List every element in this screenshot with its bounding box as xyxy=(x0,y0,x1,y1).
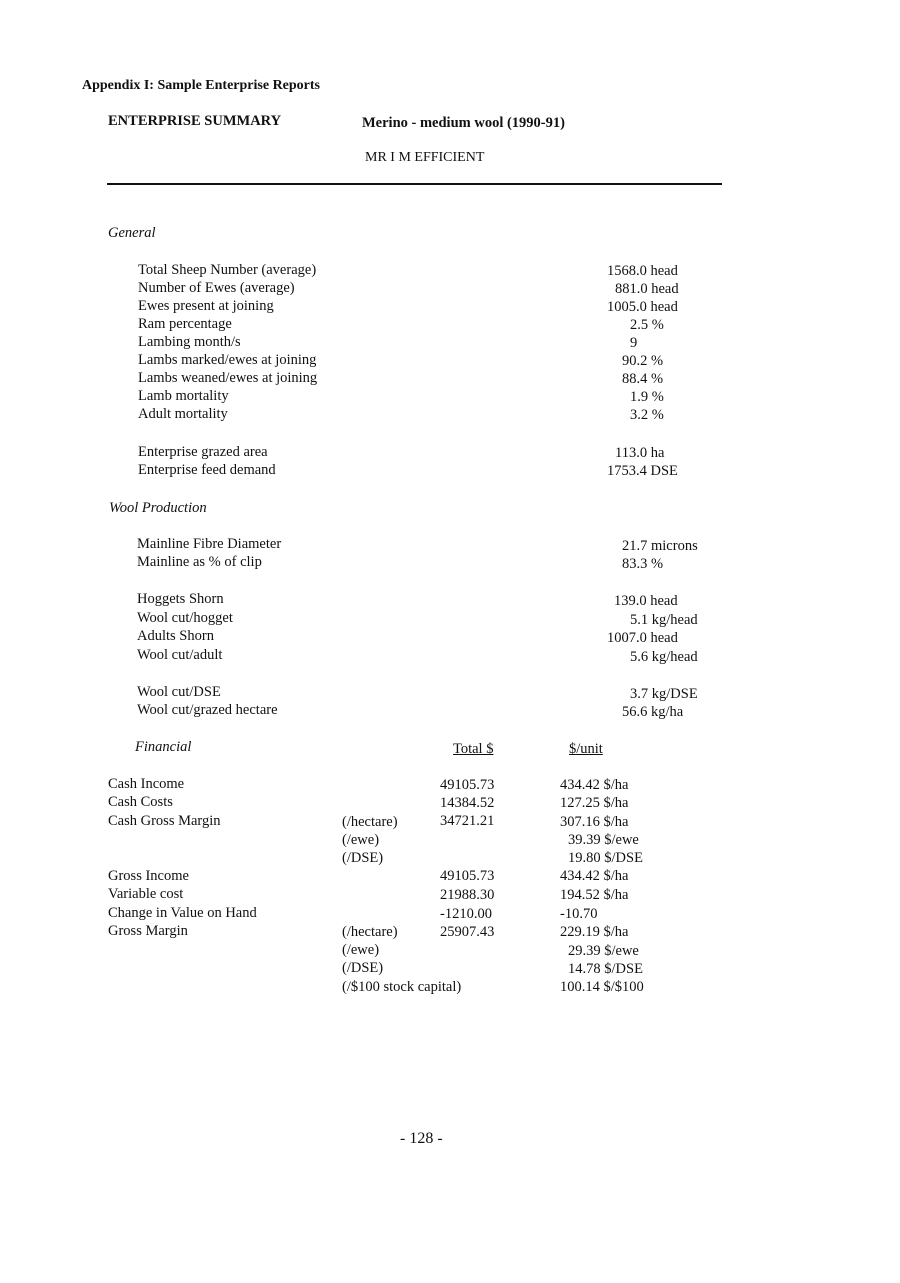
list-item-value: 881.0 head xyxy=(615,281,679,297)
list-item: Number of Ewes (average) xyxy=(138,280,295,296)
table-cell-total: 49105.73 xyxy=(440,868,495,884)
table-cell-basis: (/$100 stock capital) xyxy=(342,979,462,995)
list-item: Lambing month/s xyxy=(138,334,241,350)
list-item-value: 139.0 head xyxy=(614,593,678,609)
list-item: Ewes present at joining xyxy=(138,298,274,314)
list-item-value: 9 xyxy=(630,335,638,351)
column-header-unit: $/unit xyxy=(569,741,603,757)
list-item: Lambs weaned/ewes at joining xyxy=(138,370,318,386)
table-cell-unit: 19.80 $/DSE xyxy=(568,850,643,866)
list-item: Wool cut/hogget xyxy=(137,610,233,626)
table-cell-basis: (/DSE) xyxy=(342,960,384,976)
table-row-label: Cash Costs xyxy=(108,794,173,810)
list-item: Lambs marked/ewes at joining xyxy=(138,352,317,368)
list-item-value: 1568.0 head xyxy=(607,263,678,279)
page-number: - 128 - xyxy=(400,1130,443,1147)
table-cell-unit: 434.42 $/ha xyxy=(560,868,629,884)
section-heading-general: General xyxy=(108,225,156,241)
table-row-label: Gross Income xyxy=(108,868,189,884)
list-item-value: 21.7 microns xyxy=(622,538,698,554)
list-item-value: 83.3 % xyxy=(622,556,664,572)
list-item: Enterprise grazed area xyxy=(138,444,268,460)
list-item: Adults Shorn xyxy=(137,628,214,644)
list-item: Total Sheep Number (average) xyxy=(138,262,317,278)
list-item-value: 113.0 ha xyxy=(615,445,665,461)
table-row-label: Variable cost xyxy=(108,886,184,902)
list-item-value: 1005.0 head xyxy=(607,299,678,315)
table-cell-unit: 194.52 $/ha xyxy=(560,887,629,903)
header-divider xyxy=(107,183,722,185)
list-item-value: 3.7 kg/DSE xyxy=(630,686,698,702)
list-item-value: 5.1 kg/head xyxy=(630,612,698,628)
table-cell-total: 25907.43 xyxy=(440,924,495,940)
table-cell-unit: 100.14 $/$100 xyxy=(560,979,644,995)
appendix-heading: Appendix I: Sample Enterprise Reports xyxy=(82,78,321,93)
list-item-value: 56.6 kg/ha xyxy=(622,704,684,720)
list-item-value: 1753.4 DSE xyxy=(607,463,678,479)
list-item: Mainline as % of clip xyxy=(137,554,262,570)
list-item: Lamb mortality xyxy=(138,388,229,404)
column-header-total: Total $ xyxy=(453,741,494,757)
table-cell-unit: 434.42 $/ha xyxy=(560,777,629,793)
table-cell-unit: 29.39 $/ewe xyxy=(568,943,639,959)
table-cell-basis: (/hectare) xyxy=(342,814,398,830)
list-item-value: 3.2 % xyxy=(630,407,664,423)
enterprise-name: Merino - medium wool (1990-91) xyxy=(362,115,565,131)
table-row-label: Change in Value on Hand xyxy=(108,905,257,921)
table-cell-basis: (/hectare) xyxy=(342,924,398,940)
table-cell-total: 34721.21 xyxy=(440,813,495,829)
list-item-value: 90.2 % xyxy=(622,353,664,369)
list-item: Enterprise feed demand xyxy=(138,462,276,478)
table-cell-unit: -10.70 xyxy=(560,906,598,922)
table-row-label: Gross Margin xyxy=(108,923,188,939)
list-item-value: 88.4 % xyxy=(622,371,664,387)
table-cell-basis: (/ewe) xyxy=(342,832,380,848)
list-item-value: 2.5 % xyxy=(630,317,664,333)
table-cell-unit: 307.16 $/ha xyxy=(560,814,629,830)
table-cell-unit: 127.25 $/ha xyxy=(560,795,629,811)
list-item: Mainline Fibre Diameter xyxy=(137,536,282,552)
table-row-label: Cash Gross Margin xyxy=(108,813,221,829)
summary-title: ENTERPRISE SUMMARY xyxy=(108,113,282,129)
list-item: Wool cut/adult xyxy=(137,647,223,663)
section-heading-wool-production: Wool Production xyxy=(109,500,207,516)
list-item-value: 1.9 % xyxy=(630,389,664,405)
list-item-value: 5.6 kg/head xyxy=(630,649,698,665)
table-cell-basis: (/DSE) xyxy=(342,850,384,866)
table-row-label: Cash Income xyxy=(108,776,185,792)
table-cell-total: 49105.73 xyxy=(440,777,495,793)
list-item: Wool cut/grazed hectare xyxy=(137,702,278,718)
table-cell-total: 21988.30 xyxy=(440,887,495,903)
list-item: Adult mortality xyxy=(138,406,228,422)
section-heading-financial: Financial xyxy=(135,739,192,755)
list-item: Ram percentage xyxy=(138,316,232,332)
table-cell-unit: 39.39 $/ewe xyxy=(568,832,639,848)
table-cell-unit: 229.19 $/ha xyxy=(560,924,629,940)
table-cell-total: 14384.52 xyxy=(440,795,495,811)
table-cell-total: -1210.00 xyxy=(440,906,492,922)
table-cell-basis: (/ewe) xyxy=(342,942,380,958)
list-item-value: 1007.0 head xyxy=(607,630,678,646)
owner-name: MR I M EFFICIENT xyxy=(365,150,485,165)
table-cell-unit: 14.78 $/DSE xyxy=(568,961,643,977)
list-item: Hoggets Shorn xyxy=(137,591,224,607)
list-item: Wool cut/DSE xyxy=(137,684,221,700)
